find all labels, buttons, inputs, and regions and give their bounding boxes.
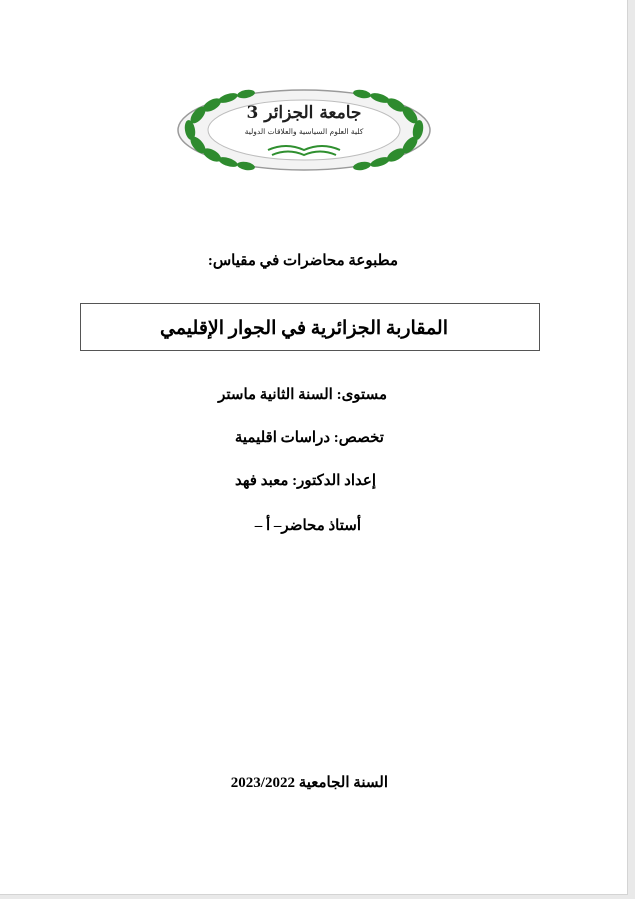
university-logo [176, 88, 432, 172]
prepared-by: إعداد الدكتور: معبد فهد [235, 473, 376, 489]
course-title: المقاربة الجزائرية في الجوار الإقليمي [159, 318, 448, 339]
academic-year: السنة الجامعية 2023/2022 [230, 775, 388, 791]
specialization: تخصص: دراسات اقليمية [234, 430, 384, 446]
academic-rank: أستاذ محاضر– أ – [254, 518, 361, 534]
course-title-box [80, 303, 540, 351]
lecture-notes-subtitle: مطبوعة محاضرات في مقياس: [207, 253, 398, 269]
logo-university-name: جامعة الجزائر 3 [246, 103, 362, 123]
logo-faculty-name: كلية العلوم السياسية والعلاقات الدولية [244, 127, 364, 136]
study-level: مستوى: السنة الثانية ماستر [218, 387, 387, 403]
